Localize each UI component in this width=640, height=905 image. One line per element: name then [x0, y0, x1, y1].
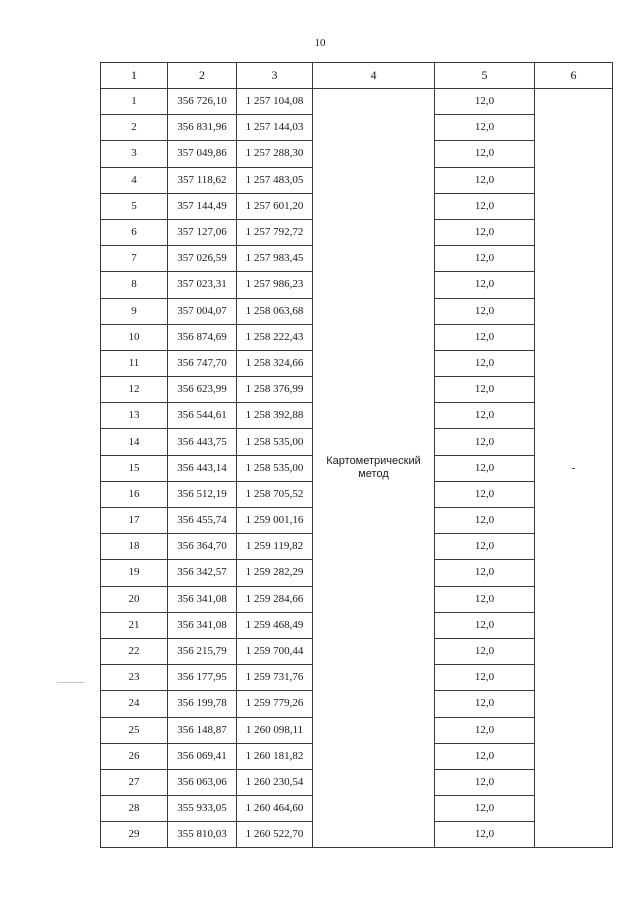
- accuracy-cell: 12,0: [435, 796, 535, 822]
- note-cell: -: [535, 89, 613, 848]
- column-header-4: 4: [313, 63, 435, 89]
- point-number-cell: 1: [101, 89, 168, 115]
- accuracy-cell: 12,0: [435, 508, 535, 534]
- point-number-cell: 6: [101, 219, 168, 245]
- coordinates-table: [100, 62, 613, 848]
- point-number-cell: 29: [101, 822, 168, 848]
- column-header-6: 6: [535, 63, 613, 89]
- x-coordinate-cell: 356 512,19: [168, 481, 237, 507]
- y-coordinate-cell: 1 257 104,08: [237, 89, 313, 115]
- y-coordinate-cell: 1 257 144,03: [237, 115, 313, 141]
- x-coordinate-cell: 356 148,87: [168, 717, 237, 743]
- column-header-2: 2: [168, 63, 237, 89]
- accuracy-cell: 12,0: [435, 822, 535, 848]
- y-coordinate-cell: 1 259 700,44: [237, 638, 313, 664]
- accuracy-cell: 12,0: [435, 534, 535, 560]
- y-coordinate-cell: 1 259 731,76: [237, 665, 313, 691]
- y-coordinate-cell: 1 258 535,00: [237, 429, 313, 455]
- point-number-cell: 9: [101, 298, 168, 324]
- y-coordinate-cell: 1 258 063,68: [237, 298, 313, 324]
- x-coordinate-cell: 356 177,95: [168, 665, 237, 691]
- x-coordinate-cell: 356 364,70: [168, 534, 237, 560]
- x-coordinate-cell: 356 342,57: [168, 560, 237, 586]
- accuracy-cell: 12,0: [435, 246, 535, 272]
- point-number-cell: 10: [101, 324, 168, 350]
- accuracy-cell: 12,0: [435, 743, 535, 769]
- x-coordinate-cell: 356 443,75: [168, 429, 237, 455]
- x-coordinate-cell: 356 341,08: [168, 612, 237, 638]
- x-coordinate-cell: 357 144,49: [168, 193, 237, 219]
- y-coordinate-cell: 1 259 119,82: [237, 534, 313, 560]
- accuracy-cell: 12,0: [435, 403, 535, 429]
- accuracy-cell: 12,0: [435, 769, 535, 795]
- y-coordinate-cell: 1 258 535,00: [237, 455, 313, 481]
- accuracy-cell: 12,0: [435, 324, 535, 350]
- y-coordinate-cell: 1 260 464,60: [237, 796, 313, 822]
- x-coordinate-cell: 356 199,78: [168, 691, 237, 717]
- x-coordinate-cell: 356 443,14: [168, 455, 237, 481]
- accuracy-cell: 12,0: [435, 717, 535, 743]
- accuracy-cell: 12,0: [435, 429, 535, 455]
- x-coordinate-cell: 356 215,79: [168, 638, 237, 664]
- accuracy-cell: 12,0: [435, 89, 535, 115]
- point-number-cell: 14: [101, 429, 168, 455]
- column-header-5: 5: [435, 63, 535, 89]
- point-number-cell: 11: [101, 350, 168, 376]
- point-number-cell: 5: [101, 193, 168, 219]
- point-number-cell: 12: [101, 377, 168, 403]
- point-number-cell: 2: [101, 115, 168, 141]
- method-cell: Картометрический метод: [313, 89, 435, 848]
- x-coordinate-cell: 355 810,03: [168, 822, 237, 848]
- y-coordinate-cell: 1 258 324,66: [237, 350, 313, 376]
- y-coordinate-cell: 1 259 284,66: [237, 586, 313, 612]
- accuracy-cell: 12,0: [435, 455, 535, 481]
- x-coordinate-cell: 356 455,74: [168, 508, 237, 534]
- y-coordinate-cell: 1 260 230,54: [237, 769, 313, 795]
- accuracy-cell: 12,0: [435, 115, 535, 141]
- x-coordinate-cell: 356 726,10: [168, 89, 237, 115]
- point-number-cell: 18: [101, 534, 168, 560]
- x-coordinate-cell: 356 831,96: [168, 115, 237, 141]
- point-number-cell: 27: [101, 769, 168, 795]
- accuracy-cell: 12,0: [435, 193, 535, 219]
- x-coordinate-cell: 355 933,05: [168, 796, 237, 822]
- point-number-cell: 4: [101, 167, 168, 193]
- accuracy-cell: 12,0: [435, 298, 535, 324]
- accuracy-cell: 12,0: [435, 272, 535, 298]
- accuracy-cell: 12,0: [435, 691, 535, 717]
- column-header-1: 1: [101, 63, 168, 89]
- point-number-cell: 25: [101, 717, 168, 743]
- x-coordinate-cell: 357 127,06: [168, 219, 237, 245]
- point-number-cell: 20: [101, 586, 168, 612]
- y-coordinate-cell: 1 258 376,99: [237, 377, 313, 403]
- point-number-cell: 23: [101, 665, 168, 691]
- y-coordinate-cell: 1 257 986,23: [237, 272, 313, 298]
- x-coordinate-cell: 356 069,41: [168, 743, 237, 769]
- accuracy-cell: 12,0: [435, 586, 535, 612]
- y-coordinate-cell: 1 259 001,16: [237, 508, 313, 534]
- y-coordinate-cell: 1 259 468,49: [237, 612, 313, 638]
- y-coordinate-cell: 1 260 522,70: [237, 822, 313, 848]
- point-number-cell: 22: [101, 638, 168, 664]
- x-coordinate-cell: 357 118,62: [168, 167, 237, 193]
- point-number-cell: 13: [101, 403, 168, 429]
- y-coordinate-cell: 1 259 779,26: [237, 691, 313, 717]
- x-coordinate-cell: 356 063,06: [168, 769, 237, 795]
- scan-mark: [57, 682, 85, 683]
- accuracy-cell: 12,0: [435, 219, 535, 245]
- y-coordinate-cell: 1 258 222,43: [237, 324, 313, 350]
- point-number-cell: 28: [101, 796, 168, 822]
- point-number-cell: 15: [101, 455, 168, 481]
- page-number: 10: [314, 37, 326, 49]
- y-coordinate-cell: 1 260 181,82: [237, 743, 313, 769]
- x-coordinate-cell: 356 623,99: [168, 377, 237, 403]
- y-coordinate-cell: 1 257 288,30: [237, 141, 313, 167]
- x-coordinate-cell: 356 747,70: [168, 350, 237, 376]
- point-number-cell: 16: [101, 481, 168, 507]
- y-coordinate-cell: 1 257 983,45: [237, 246, 313, 272]
- accuracy-cell: 12,0: [435, 665, 535, 691]
- point-number-cell: 26: [101, 743, 168, 769]
- y-coordinate-cell: 1 257 792,72: [237, 219, 313, 245]
- y-coordinate-cell: 1 258 705,52: [237, 481, 313, 507]
- x-coordinate-cell: 357 026,59: [168, 246, 237, 272]
- table-row: [101, 89, 613, 115]
- x-coordinate-cell: 356 544,61: [168, 403, 237, 429]
- point-number-cell: 17: [101, 508, 168, 534]
- x-coordinate-cell: 356 341,08: [168, 586, 237, 612]
- y-coordinate-cell: 1 258 392,88: [237, 403, 313, 429]
- accuracy-cell: 12,0: [435, 167, 535, 193]
- x-coordinate-cell: 357 004,07: [168, 298, 237, 324]
- x-coordinate-cell: 356 874,69: [168, 324, 237, 350]
- point-number-cell: 8: [101, 272, 168, 298]
- accuracy-cell: 12,0: [435, 612, 535, 638]
- point-number-cell: 24: [101, 691, 168, 717]
- y-coordinate-cell: 1 259 282,29: [237, 560, 313, 586]
- point-number-cell: 7: [101, 246, 168, 272]
- point-number-cell: 19: [101, 560, 168, 586]
- y-coordinate-cell: 1 257 601,20: [237, 193, 313, 219]
- accuracy-cell: 12,0: [435, 377, 535, 403]
- accuracy-cell: 12,0: [435, 141, 535, 167]
- accuracy-cell: 12,0: [435, 560, 535, 586]
- point-number-cell: 3: [101, 141, 168, 167]
- x-coordinate-cell: 357 049,86: [168, 141, 237, 167]
- x-coordinate-cell: 357 023,31: [168, 272, 237, 298]
- point-number-cell: 21: [101, 612, 168, 638]
- accuracy-cell: 12,0: [435, 481, 535, 507]
- column-header-3: 3: [237, 63, 313, 89]
- y-coordinate-cell: 1 260 098,11: [237, 717, 313, 743]
- y-coordinate-cell: 1 257 483,05: [237, 167, 313, 193]
- header-row: [101, 63, 613, 89]
- accuracy-cell: 12,0: [435, 350, 535, 376]
- accuracy-cell: 12,0: [435, 638, 535, 664]
- table-body: [101, 89, 613, 848]
